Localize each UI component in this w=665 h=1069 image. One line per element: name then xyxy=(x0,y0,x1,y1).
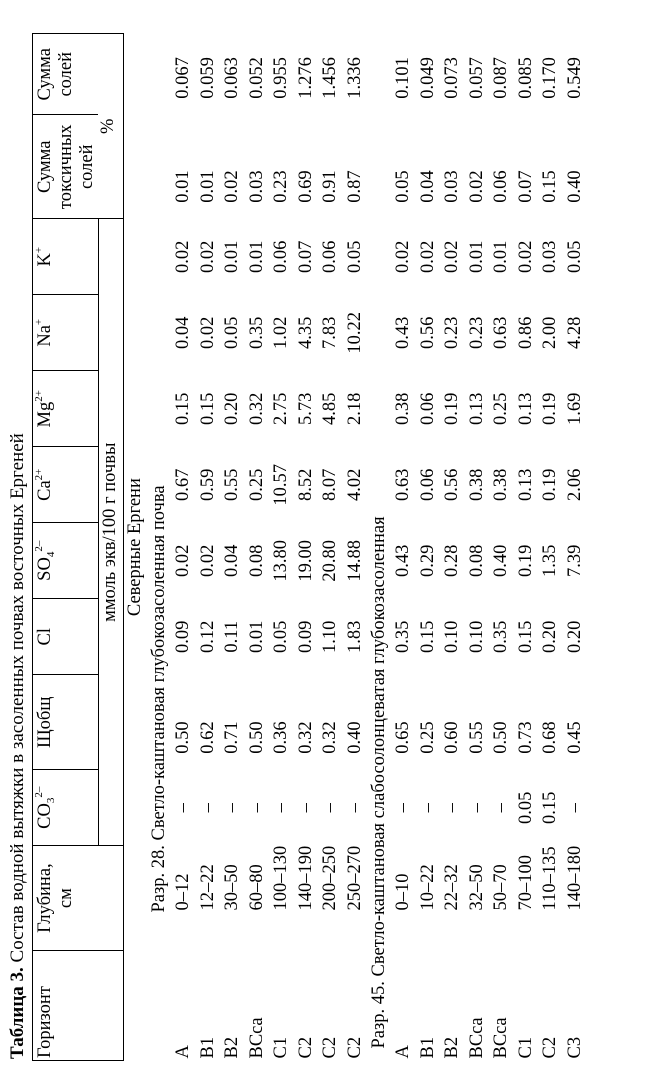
cell-depth: 0–12 xyxy=(173,873,194,911)
cell-na: 0.02 xyxy=(197,316,218,349)
cell-na: 0.23 xyxy=(466,316,487,349)
header-depth-line1: Глубина, xyxy=(35,863,55,933)
cell-total-salts: 0.059 xyxy=(197,57,218,99)
cell-ca: 0.38 xyxy=(466,468,487,501)
header-k-text: K xyxy=(35,253,55,267)
cell-mg: 0.13 xyxy=(466,392,487,425)
cell-mg: 0.32 xyxy=(246,392,267,425)
cell-horizon: BCca xyxy=(466,1017,487,1059)
table-caption xyxy=(7,433,29,1059)
table-row xyxy=(270,34,295,1061)
cell-na: 1.02 xyxy=(271,316,292,349)
cell-horizon: C2 xyxy=(320,1036,341,1059)
cell-depth: 100–130 xyxy=(271,845,292,911)
cell-so4: 0.40 xyxy=(491,544,512,577)
cell-depth: 50–70 xyxy=(491,864,512,911)
cell-co3: – xyxy=(344,803,365,813)
cell-alk: 0.71 xyxy=(222,721,243,754)
header-so4-sub: 4 xyxy=(45,551,57,558)
cell-co3: – xyxy=(393,803,414,813)
table-row xyxy=(392,34,417,1061)
cell-ca: 0.06 xyxy=(417,468,438,501)
cell-cl: 0.12 xyxy=(197,620,218,653)
header-co3-sub: 3 xyxy=(45,797,57,804)
header-so4 xyxy=(33,523,99,599)
cell-na: 0.35 xyxy=(246,316,267,349)
cell-alk: 0.25 xyxy=(417,721,438,754)
header-ca-sup: 2+ xyxy=(33,468,45,481)
cell-alk: 0.36 xyxy=(271,721,292,754)
cell-cl: 0.10 xyxy=(466,620,487,653)
cell-alk: 0.40 xyxy=(344,721,365,754)
cell-na: 0.23 xyxy=(442,316,463,349)
cell-mg: 0.38 xyxy=(393,392,414,425)
cell-cl: 0.15 xyxy=(417,620,438,653)
cell-k: 0.05 xyxy=(564,240,585,273)
header-horizon: Горизонт xyxy=(33,951,124,1061)
cell-horizon: C1 xyxy=(515,1036,536,1059)
cell-toxic-salts: 0.15 xyxy=(540,170,561,203)
cell-toxic-salts: 0.23 xyxy=(271,170,292,203)
cell-cl: 0.20 xyxy=(540,620,561,653)
cell-total-salts: 0.057 xyxy=(466,57,487,99)
cell-ca: 0.67 xyxy=(173,468,194,501)
unit-percent: % xyxy=(98,34,123,219)
cell-horizon: B1 xyxy=(197,1036,218,1059)
cell-total-salts: 0.955 xyxy=(271,57,292,99)
table-row xyxy=(563,34,588,1061)
cell-na: 4.28 xyxy=(564,316,585,349)
cell-horizon: BCca xyxy=(246,1017,267,1059)
cell-k: 0.02 xyxy=(173,240,194,273)
water-extract-table xyxy=(32,33,588,1061)
cell-alk: 0.32 xyxy=(320,721,341,754)
cell-mg: 0.15 xyxy=(173,392,194,425)
header-co3-sup: 2– xyxy=(33,786,45,798)
cell-depth: 60–80 xyxy=(246,864,267,911)
cell-so4: 1.35 xyxy=(540,544,561,577)
cell-toxic-salts: 0.02 xyxy=(466,170,487,203)
cell-na: 0.63 xyxy=(491,316,512,349)
header-k-sup: + xyxy=(33,246,45,254)
cell-so4: 0.29 xyxy=(417,544,438,577)
table-row xyxy=(343,34,368,1061)
header-toxic-line3: солей xyxy=(77,144,97,190)
cell-total-salts: 1.336 xyxy=(344,57,365,99)
cell-so4: 7.39 xyxy=(564,544,585,577)
table-row xyxy=(221,34,246,1061)
cell-depth: 70–100 xyxy=(515,855,536,911)
cell-ca: 2.06 xyxy=(564,468,585,501)
cell-toxic-salts: 0.03 xyxy=(246,170,267,203)
table-row xyxy=(514,34,539,1061)
cell-na: 2.00 xyxy=(540,316,561,349)
cell-ca: 0.19 xyxy=(540,468,561,501)
cell-so4: 0.04 xyxy=(222,544,243,577)
cell-toxic-salts: 0.87 xyxy=(344,170,365,203)
table-row xyxy=(416,34,441,1061)
cell-total-salts: 1.456 xyxy=(320,57,341,99)
cell-alk: 0.73 xyxy=(515,721,536,754)
header-row xyxy=(33,34,99,1061)
header-total-line2: солей xyxy=(56,51,76,97)
cell-ca: 0.25 xyxy=(246,468,267,501)
unit-mmol: ммоль экв/100 г почвы xyxy=(98,219,123,846)
cell-total-salts: 0.049 xyxy=(417,57,438,99)
cell-so4: 14.88 xyxy=(344,539,365,582)
cell-co3: – xyxy=(197,803,218,813)
cell-total-salts: 0.052 xyxy=(246,57,267,99)
cell-depth: 250–270 xyxy=(344,845,365,911)
cell-mg: 0.19 xyxy=(540,392,561,425)
cell-co3: – xyxy=(491,803,512,813)
cell-cl: 0.09 xyxy=(173,620,194,653)
cell-depth: 32–50 xyxy=(466,864,487,911)
cell-depth: 140–190 xyxy=(295,845,316,911)
cell-horizon: C1 xyxy=(271,1036,292,1059)
cell-k: 0.02 xyxy=(393,240,414,273)
header-mg-text: Mg xyxy=(35,401,55,428)
cell-total-salts: 1.276 xyxy=(295,57,316,99)
cell-k: 0.02 xyxy=(197,240,218,273)
cell-ca: 4.02 xyxy=(344,468,365,501)
cell-ca: 0.38 xyxy=(491,468,512,501)
profile-title-row xyxy=(148,34,172,1061)
cell-mg: 0.19 xyxy=(442,392,463,425)
cell-ca: 0.56 xyxy=(442,468,463,501)
cell-total-salts: 0.170 xyxy=(540,57,561,99)
cell-total-salts: 0.087 xyxy=(491,57,512,99)
table-row xyxy=(172,34,197,1061)
table-row xyxy=(319,34,344,1061)
section-row xyxy=(123,34,148,1061)
header-na xyxy=(33,295,99,371)
cell-toxic-salts: 0.91 xyxy=(320,170,341,203)
cell-horizon: A xyxy=(173,1045,194,1059)
cell-cl: 0.20 xyxy=(564,620,585,653)
cell-horizon: B1 xyxy=(417,1036,438,1059)
table-row xyxy=(441,34,466,1061)
cell-depth: 110–135 xyxy=(540,846,561,911)
cell-k: 0.02 xyxy=(417,240,438,273)
cell-cl: 0.05 xyxy=(271,620,292,653)
cell-cl: 0.15 xyxy=(515,620,536,653)
section-title: Северные Ергени xyxy=(125,478,145,617)
cell-so4: 19.00 xyxy=(295,539,316,582)
cell-ca: 0.59 xyxy=(197,468,218,501)
cell-so4: 0.28 xyxy=(442,544,463,577)
cell-so4: 0.08 xyxy=(466,544,487,577)
cell-cl: 0.10 xyxy=(442,620,463,653)
cell-co3: – xyxy=(295,803,316,813)
header-toxic-line2: токсичных xyxy=(56,124,76,210)
cell-cl: 0.11 xyxy=(222,620,243,653)
cell-depth: 0–10 xyxy=(393,873,414,911)
cell-mg: 0.25 xyxy=(491,392,512,425)
cell-co3: – xyxy=(564,803,585,813)
cell-k: 0.06 xyxy=(271,240,292,273)
cell-mg: 0.13 xyxy=(515,392,536,425)
header-na-text: Na xyxy=(35,325,55,347)
cell-ca: 0.13 xyxy=(515,468,536,501)
table-row xyxy=(294,34,319,1061)
header-cl: Cl xyxy=(33,599,99,675)
cell-na: 0.43 xyxy=(393,316,414,349)
cell-toxic-salts: 0.40 xyxy=(564,170,585,203)
cell-horizon: C2 xyxy=(344,1036,365,1059)
cell-mg: 0.15 xyxy=(197,392,218,425)
cell-k: 0.06 xyxy=(320,240,341,273)
cell-mg: 5.73 xyxy=(295,392,316,425)
header-toxic-salts xyxy=(33,115,99,219)
header-so4-text: SO xyxy=(35,557,55,581)
cell-cl: 0.35 xyxy=(491,620,512,653)
header-alk: Щобщ xyxy=(33,675,99,770)
header-so4-sup: 2– xyxy=(33,540,45,552)
cell-so4: 0.08 xyxy=(246,544,267,577)
cell-k: 0.07 xyxy=(295,240,316,273)
header-ca-text: Ca xyxy=(35,480,55,501)
cell-so4: 0.19 xyxy=(515,544,536,577)
cell-k: 0.02 xyxy=(442,240,463,273)
cell-toxic-salts: 0.02 xyxy=(222,170,243,203)
header-co3-text: CO xyxy=(35,803,55,829)
cell-k: 0.01 xyxy=(466,240,487,273)
cell-so4: 13.80 xyxy=(271,539,292,582)
cell-co3: – xyxy=(466,803,487,813)
cell-horizon: C2 xyxy=(540,1036,561,1059)
cell-alk: 0.45 xyxy=(564,721,585,754)
table-row xyxy=(490,34,515,1061)
cell-co3: 0.05 xyxy=(515,791,536,824)
table-row xyxy=(539,34,564,1061)
cell-cl: 0.09 xyxy=(295,620,316,653)
cell-alk: 0.68 xyxy=(540,721,561,754)
cell-depth: 22–32 xyxy=(442,864,463,911)
cell-na: 0.56 xyxy=(417,316,438,349)
cell-toxic-salts: 0.07 xyxy=(515,170,536,203)
cell-mg: 4.85 xyxy=(320,392,341,425)
cell-cl: 1.10 xyxy=(320,620,341,653)
cell-co3: – xyxy=(246,803,267,813)
cell-k: 0.02 xyxy=(515,240,536,273)
cell-k: 0.05 xyxy=(344,240,365,273)
cell-horizon: C2 xyxy=(295,1036,316,1059)
cell-toxic-salts: 0.05 xyxy=(393,170,414,203)
cell-na: 0.05 xyxy=(222,316,243,349)
cell-mg: 2.75 xyxy=(271,392,292,425)
cell-toxic-salts: 0.03 xyxy=(442,170,463,203)
cell-toxic-salts: 0.01 xyxy=(197,170,218,203)
cell-so4: 0.02 xyxy=(173,544,194,577)
cell-horizon: A xyxy=(393,1045,414,1059)
cell-depth: 30–50 xyxy=(222,864,243,911)
cell-cl: 0.01 xyxy=(246,620,267,653)
cell-depth: 12–22 xyxy=(197,864,218,911)
cell-toxic-salts: 0.06 xyxy=(491,170,512,203)
cell-k: 0.03 xyxy=(540,240,561,273)
cell-ca: 0.55 xyxy=(222,468,243,501)
table-row xyxy=(196,34,221,1061)
cell-na: 0.04 xyxy=(173,316,194,349)
cell-toxic-salts: 0.04 xyxy=(417,170,438,203)
cell-total-salts: 0.067 xyxy=(173,57,194,99)
cell-ca: 0.63 xyxy=(393,468,414,501)
cell-toxic-salts: 0.69 xyxy=(295,170,316,203)
cell-na: 4.35 xyxy=(295,316,316,349)
profile-title-row xyxy=(368,34,392,1061)
cell-mg: 1.69 xyxy=(564,392,585,425)
cell-total-salts: 0.073 xyxy=(442,57,463,99)
cell-co3: – xyxy=(320,803,341,813)
table-caption-label: Таблица 3. xyxy=(7,967,28,1059)
header-k xyxy=(33,219,99,295)
profile-title: Разр. 45. Светло-каштановая слабосолонцеватая глубокозасоленная xyxy=(369,516,389,1049)
cell-so4: 0.43 xyxy=(393,544,414,577)
cell-total-salts: 0.085 xyxy=(515,57,536,99)
header-total-salts xyxy=(33,34,99,115)
cell-depth: 10–22 xyxy=(417,864,438,911)
header-depth xyxy=(33,846,124,951)
header-na-sup: + xyxy=(33,318,45,326)
cell-alk: 0.62 xyxy=(197,721,218,754)
cell-cl: 1.83 xyxy=(344,620,365,653)
cell-ca: 8.52 xyxy=(295,468,316,501)
cell-co3: – xyxy=(417,803,438,813)
cell-horizon: B2 xyxy=(442,1036,463,1059)
cell-alk: 0.50 xyxy=(246,721,267,754)
cell-na: 10.22 xyxy=(344,311,365,354)
cell-alk: 0.32 xyxy=(295,721,316,754)
table-row xyxy=(245,34,270,1061)
header-total-line1: Сумма xyxy=(35,48,55,101)
cell-k: 0.01 xyxy=(246,240,267,273)
cell-ca: 10.57 xyxy=(271,463,292,506)
cell-k: 0.01 xyxy=(222,240,243,273)
cell-cl: 0.35 xyxy=(393,620,414,653)
cell-toxic-salts: 0.01 xyxy=(173,170,194,203)
cell-total-salts: 0.101 xyxy=(393,57,414,99)
cell-horizon: B2 xyxy=(222,1036,243,1059)
header-mg xyxy=(33,371,99,447)
cell-k: 0.01 xyxy=(491,240,512,273)
table-caption-text: Состав водной вытяжки в засоленных почвах восточных Ергеней xyxy=(7,433,28,968)
cell-co3: 0.15 xyxy=(540,791,561,824)
header-ca xyxy=(33,447,99,523)
cell-co3: – xyxy=(173,803,194,813)
cell-depth: 140–180 xyxy=(564,845,585,911)
header-toxic-line1: Сумма xyxy=(35,140,55,193)
cell-horizon: C3 xyxy=(564,1036,585,1059)
cell-mg: 0.06 xyxy=(417,392,438,425)
cell-alk: 0.50 xyxy=(173,721,194,754)
cell-co3: – xyxy=(271,803,292,813)
cell-depth: 200–250 xyxy=(320,845,341,911)
cell-horizon: BCca xyxy=(491,1017,512,1059)
header-depth-line2: см xyxy=(56,888,76,909)
cell-na: 7.83 xyxy=(320,316,341,349)
header-co3 xyxy=(33,770,99,846)
cell-co3: – xyxy=(442,803,463,813)
table-row xyxy=(465,34,490,1061)
cell-total-salts: 0.063 xyxy=(222,57,243,99)
cell-so4: 0.02 xyxy=(197,544,218,577)
cell-co3: – xyxy=(222,803,243,813)
cell-ca: 8.07 xyxy=(320,468,341,501)
cell-mg: 2.18 xyxy=(344,392,365,425)
cell-na: 0.86 xyxy=(515,316,536,349)
header-mg-sup: 2+ xyxy=(33,390,45,402)
cell-mg: 0.20 xyxy=(222,392,243,425)
cell-alk: 0.55 xyxy=(466,721,487,754)
profile-title: Разр. 28. Светло-каштановая глубокозасоленная почва xyxy=(149,485,169,913)
cell-alk: 0.50 xyxy=(491,721,512,754)
cell-alk: 0.60 xyxy=(442,721,463,754)
cell-alk: 0.65 xyxy=(393,721,414,754)
cell-total-salts: 0.549 xyxy=(564,57,585,99)
cell-so4: 20.80 xyxy=(320,539,341,582)
